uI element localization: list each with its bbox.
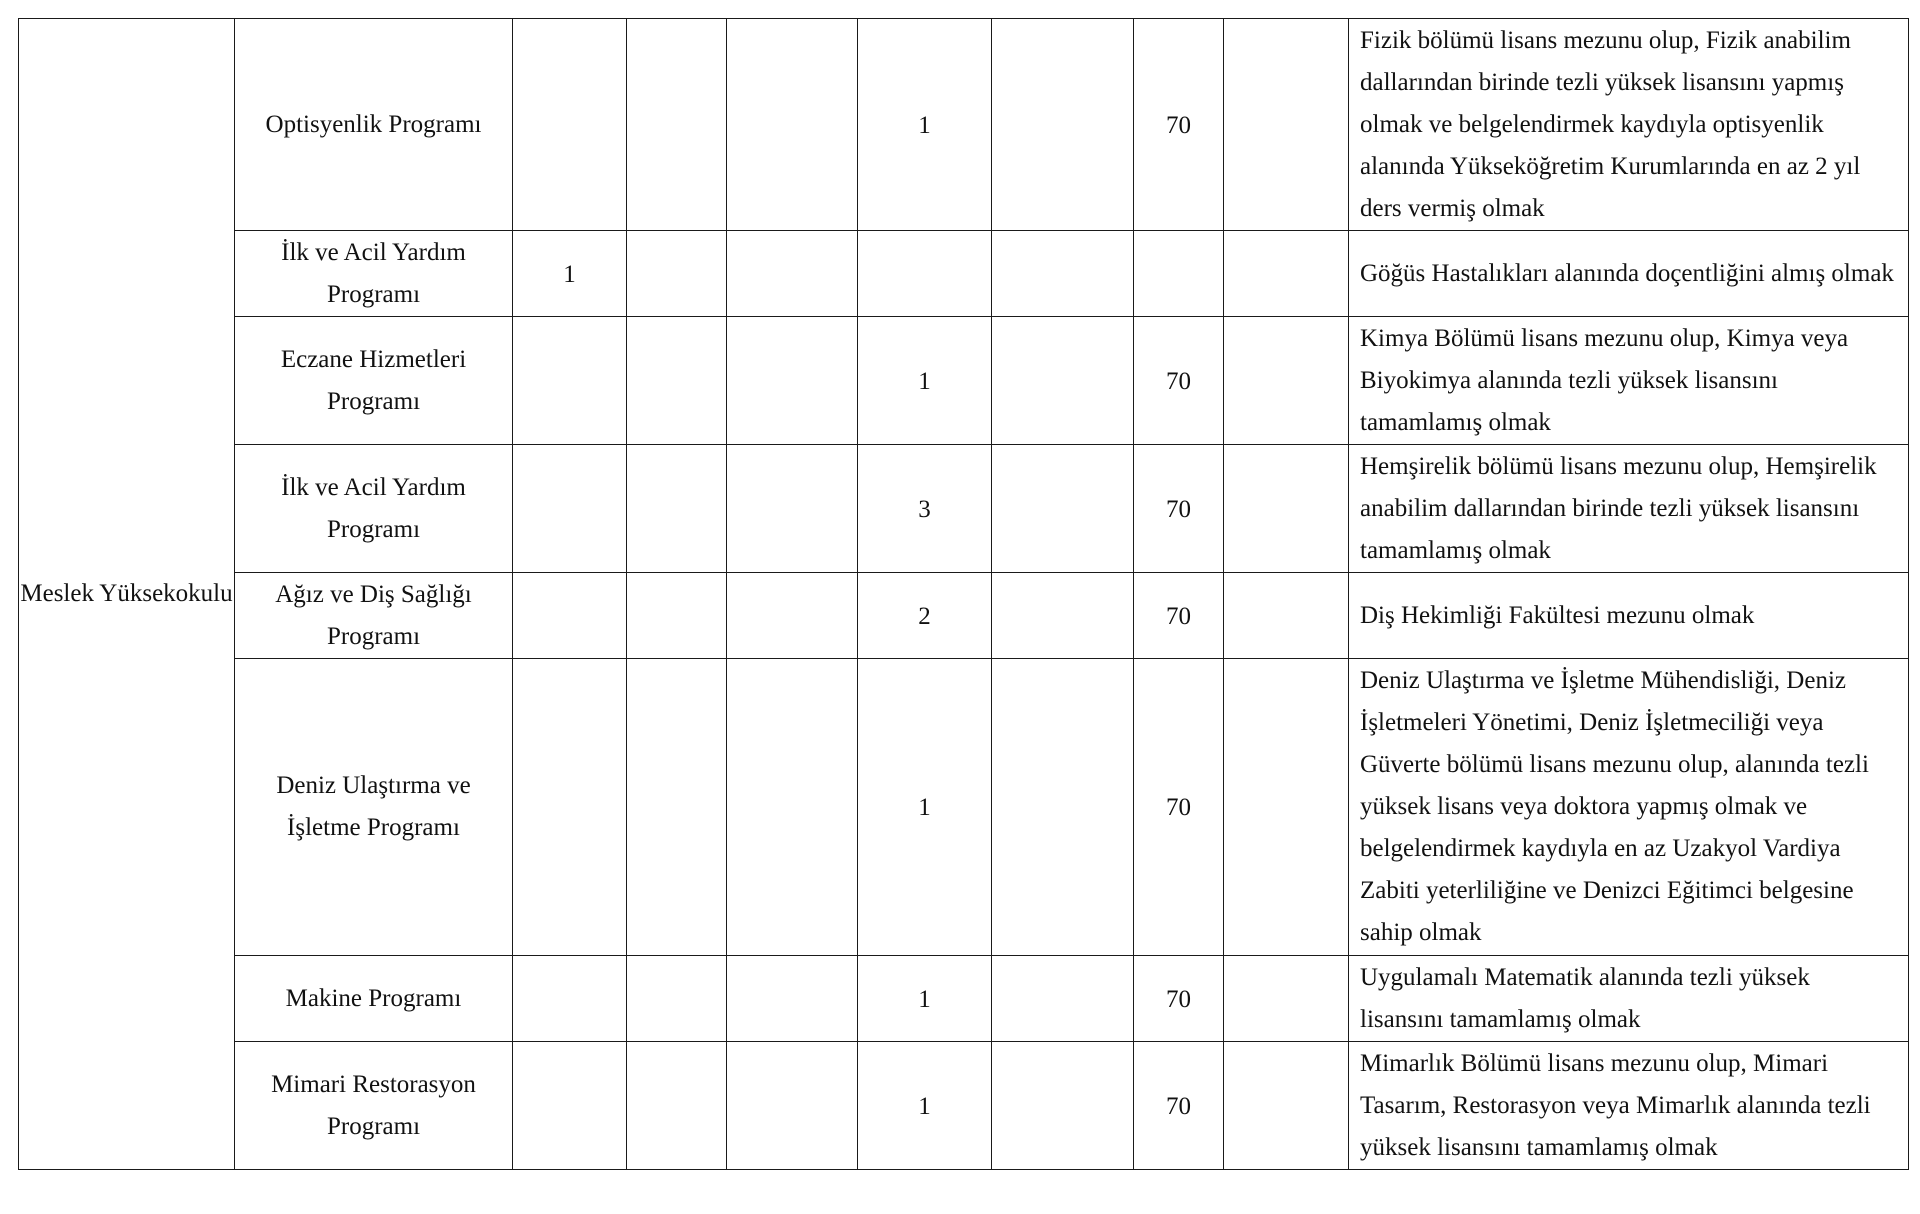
professor-count-cell (513, 573, 627, 659)
program-cell: İlk ve Acil Yardım Programı (235, 231, 513, 317)
ales-score-cell: 70 (1134, 573, 1224, 659)
table-row (19, 573, 1909, 659)
program-cell: Mimari Restorasyon Programı (235, 1042, 513, 1170)
research-assistant-count-cell (992, 231, 1134, 317)
language-score-cell (1224, 231, 1349, 317)
asst-professor-count-cell (727, 659, 858, 956)
lecturer-count-cell: 3 (858, 445, 992, 573)
language-score-cell (1224, 573, 1349, 659)
program-cell: Deniz Ulaştırma ve İşletme Programı (235, 659, 513, 956)
lecturer-count-cell: 1 (858, 659, 992, 956)
language-score-cell (1224, 659, 1349, 956)
asst-professor-count-cell (727, 19, 858, 231)
assoc-professor-count-cell (627, 231, 727, 317)
table-row (19, 317, 1909, 445)
asst-professor-count-cell (727, 1042, 858, 1170)
table-row (19, 1042, 1909, 1170)
research-assistant-count-cell (992, 19, 1134, 231)
language-score-cell (1224, 445, 1349, 573)
professor-count-cell (513, 956, 627, 1042)
professor-count-cell (513, 317, 627, 445)
requirement-cell: Diş Hekimliği Fakültesi mezunu olmak (1349, 573, 1909, 659)
asst-professor-count-cell (727, 317, 858, 445)
research-assistant-count-cell (992, 317, 1134, 445)
lecturer-count-cell: 1 (858, 317, 992, 445)
requirement-cell: Uygulamalı Matematik alanında tezli yüksek lisansını tamamlamış olmak (1349, 956, 1909, 1042)
requirement-cell: Kimya Bölümü lisans mezunu olup, Kimya veya Biyokimya alanında tezli yüksek lisansını tamamlamış olmak (1349, 317, 1909, 445)
research-assistant-count-cell (992, 659, 1134, 956)
assoc-professor-count-cell (627, 659, 727, 956)
assoc-professor-count-cell (627, 1042, 727, 1170)
ales-score-cell: 70 (1134, 659, 1224, 956)
unit-name: Meslek Yüksekokulu (20, 580, 233, 607)
lecturer-count-cell: 2 (858, 573, 992, 659)
lecturer-count-cell (858, 231, 992, 317)
language-score-cell (1224, 317, 1349, 445)
ales-score-cell: 70 (1134, 19, 1224, 231)
requirement-cell: Mimarlık Bölümü lisans mezunu olup, Mimari Tasarım, Restorasyon veya Mimarlık alanında tezli yüksek lisansını tamamlamış olmak (1349, 1042, 1909, 1170)
ales-score-cell: 70 (1134, 445, 1224, 573)
professor-count-cell (513, 445, 627, 573)
research-assistant-count-cell (992, 573, 1134, 659)
assoc-professor-count-cell (627, 445, 727, 573)
ales-score-cell: 70 (1134, 956, 1224, 1042)
professor-count-cell (513, 19, 627, 231)
program-cell: Eczane Hizmetleri Programı (235, 317, 513, 445)
table-row (19, 19, 1909, 231)
program-cell: Optisyenlik Programı (235, 19, 513, 231)
assoc-professor-count-cell (627, 19, 727, 231)
language-score-cell (1224, 19, 1349, 231)
assoc-professor-count-cell (627, 573, 727, 659)
professor-count-cell (513, 1042, 627, 1170)
requirement-cell: Deniz Ulaştırma ve İşletme Mühendisliği, Deniz İşletmeleri Yönetimi, Deniz İşletmeciliği veya Güverte bölümü lisans mezunu olup, alanında tezli yüksek lisans veya doktora yapmış olmak ve belgelendirmek kaydıyla en az Uzakyol Vardiya Zabiti yeterliliğine ve Denizci Eğitimci belgesine sahip olmak (1349, 659, 1909, 956)
requirement-cell: Fizik bölümü lisans mezunu olup, Fizik anabilim dallarından birinde tezli yüksek lisansını yapmış olmak ve belgelendirmek kaydıyla optisyenlik alanında Yükseköğretim Kurumlarında en az 2 yıl ders vermiş olmak (1349, 19, 1909, 231)
requirement-cell: Göğüs Hastalıkları alanında doçentliğini almış olmak (1349, 231, 1909, 317)
program-cell: İlk ve Acil Yardım Programı (235, 445, 513, 573)
ales-score-cell: 70 (1134, 1042, 1224, 1170)
table-row (19, 445, 1909, 573)
table-row (19, 956, 1909, 1042)
program-cell: Makine Programı (235, 956, 513, 1042)
lecturer-count-cell: 1 (858, 1042, 992, 1170)
positions-table (18, 18, 1909, 1170)
requirement-cell: Hemşirelik bölümü lisans mezunu olup, Hemşirelik anabilim dallarından birinde tezli yüksek lisansını tamamlamış olmak (1349, 445, 1909, 573)
unit-cell (19, 19, 235, 1170)
asst-professor-count-cell (727, 573, 858, 659)
language-score-cell (1224, 1042, 1349, 1170)
professor-count-cell (513, 659, 627, 956)
asst-professor-count-cell (727, 956, 858, 1042)
table-row (19, 231, 1909, 317)
research-assistant-count-cell (992, 1042, 1134, 1170)
assoc-professor-count-cell (627, 956, 727, 1042)
professor-count-cell: 1 (513, 231, 627, 317)
lecturer-count-cell: 1 (858, 19, 992, 231)
asst-professor-count-cell (727, 231, 858, 317)
ales-score-cell: 70 (1134, 317, 1224, 445)
program-cell: Ağız ve Diş Sağlığı Programı (235, 573, 513, 659)
assoc-professor-count-cell (627, 317, 727, 445)
asst-professor-count-cell (727, 445, 858, 573)
ales-score-cell (1134, 231, 1224, 317)
language-score-cell (1224, 956, 1349, 1042)
research-assistant-count-cell (992, 956, 1134, 1042)
table-row (19, 659, 1909, 956)
lecturer-count-cell: 1 (858, 956, 992, 1042)
research-assistant-count-cell (992, 445, 1134, 573)
